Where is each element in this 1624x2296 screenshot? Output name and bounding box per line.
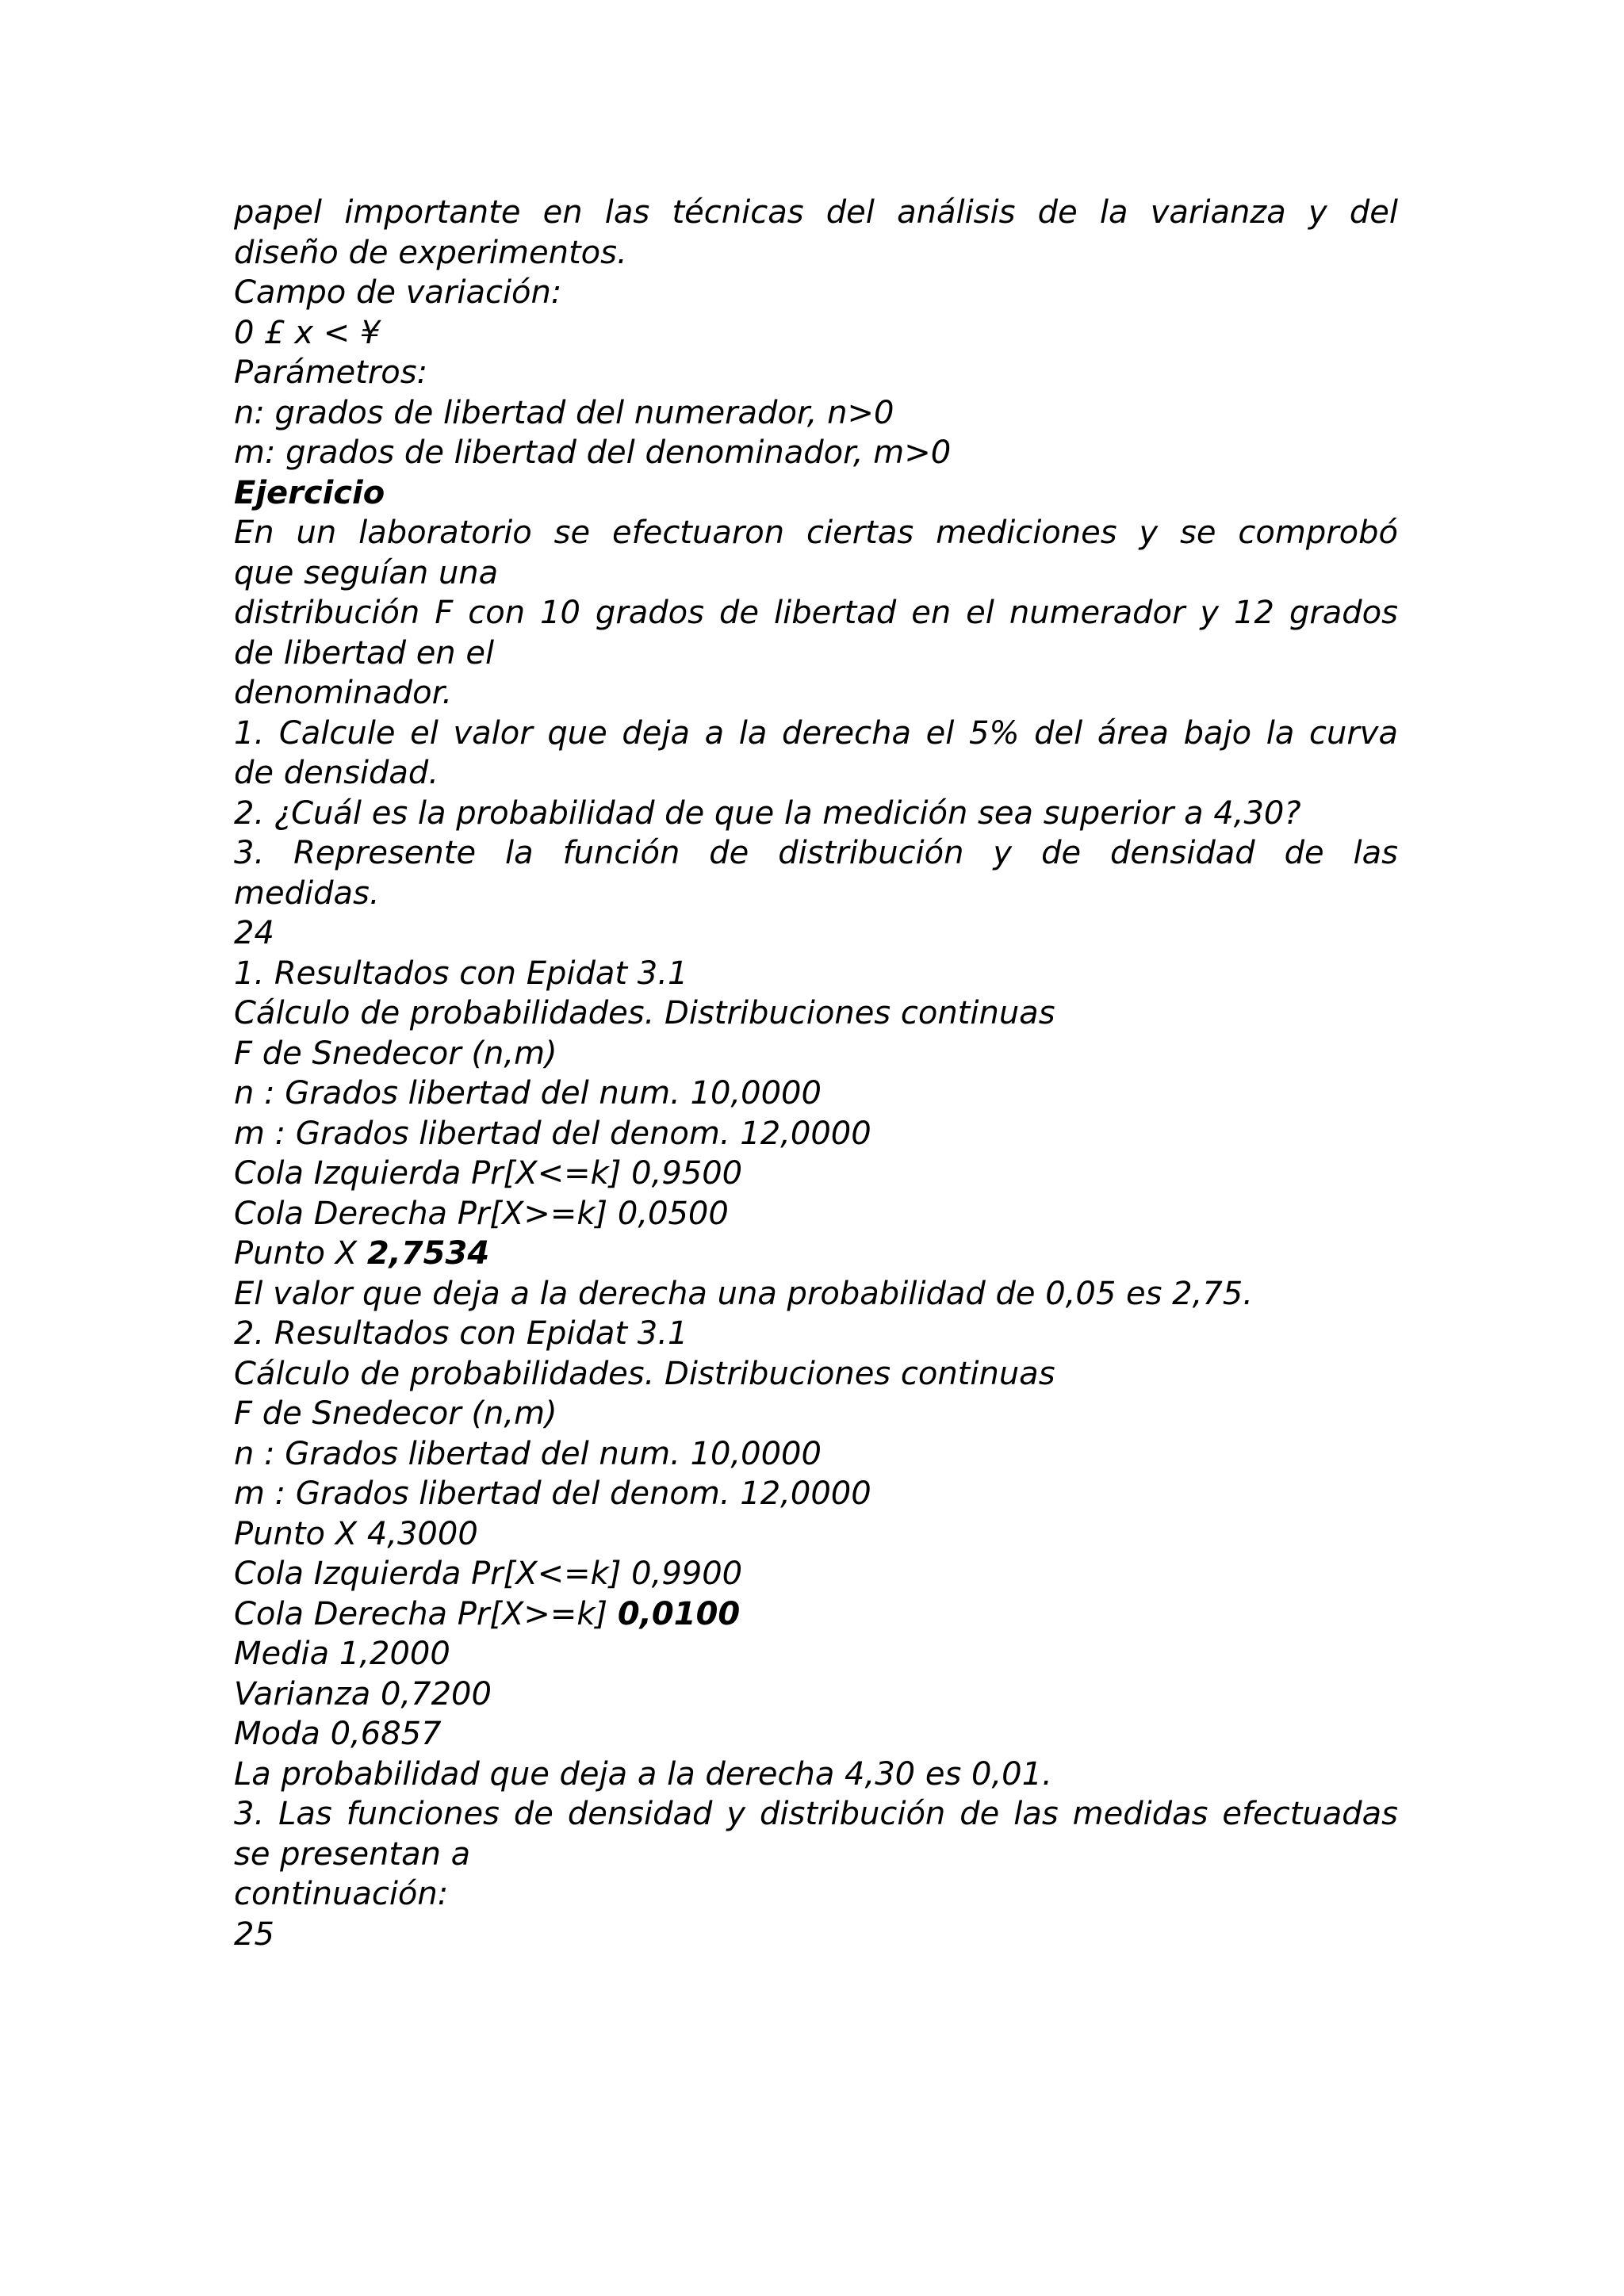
line-text: Punto X 4,3000 xyxy=(234,1515,478,1552)
text-line xyxy=(234,1114,1398,1154)
line-text: continuación: xyxy=(234,1876,449,1912)
text-line xyxy=(234,233,1398,274)
line-text: Cálculo de probabilidades. Distribuciones continuas xyxy=(234,1355,1055,1392)
text-line xyxy=(234,313,1398,354)
text-line xyxy=(234,1674,1398,1715)
line-text: Cola Izquierda Pr[X<=k] 0,9900 xyxy=(234,1556,743,1592)
text-line xyxy=(234,633,1398,674)
text-line xyxy=(234,1154,1398,1194)
line-text: denominador. xyxy=(234,675,453,711)
line-text: 1. Calcule el valor que deja a la derecha el 5% del área bajo la curva xyxy=(234,714,1398,752)
line-text: 0 £ x < ¥ xyxy=(234,314,381,351)
text-line xyxy=(234,1314,1398,1354)
line-text: 3. Las funciones de densidad y distribución de las medidas efectuadas xyxy=(234,1796,1398,1832)
line-text: n : Grados libertad del num. 10,0000 xyxy=(234,1075,822,1112)
text-line xyxy=(234,673,1398,714)
text-line xyxy=(234,1915,1398,1955)
text-line xyxy=(234,593,1398,633)
text-line xyxy=(234,753,1398,794)
line-text: n : Grados libertad del num. 10,0000 xyxy=(234,1435,822,1472)
text-line xyxy=(234,833,1398,874)
line-text: n: grados de libertad del numerador, n>0 xyxy=(234,394,894,431)
text-line xyxy=(234,913,1398,954)
line-text: Parámetros: xyxy=(234,354,428,391)
line-text: papel importante en las técnicas del análisis de la varianza y del xyxy=(234,194,1398,231)
line-text: Cola Derecha Pr[X>=k] xyxy=(234,1595,618,1632)
line-text: m : Grados libertad del denom. 12,0000 xyxy=(234,1475,871,1512)
line-text: F de Snedecor (n,m) xyxy=(234,1395,557,1432)
line-text: En un laboratorio se efectuaron ciertas mediciones y se comprobó xyxy=(234,515,1398,551)
highlighted-result-value: 0,0100 xyxy=(617,1595,741,1632)
text-line xyxy=(234,714,1398,754)
line-text: se presentan a xyxy=(234,1835,471,1873)
line-text: que seguían una xyxy=(234,554,499,591)
line-text: Moda 0,6857 xyxy=(234,1716,442,1752)
text-line xyxy=(234,553,1398,594)
line-text: m : Grados libertad del denom. 12,0000 xyxy=(234,1115,871,1152)
text-line xyxy=(234,1835,1398,1875)
text-line xyxy=(234,353,1398,393)
line-text: Media 1,2000 xyxy=(234,1636,450,1672)
line-text: de libertad en el xyxy=(234,634,495,672)
text-line xyxy=(234,1234,1398,1274)
line-text: Campo de variación: xyxy=(234,274,562,311)
text-line xyxy=(234,393,1398,434)
section-heading xyxy=(234,473,1398,514)
text-line xyxy=(234,1194,1398,1234)
text-line xyxy=(234,1073,1398,1114)
text-line xyxy=(234,954,1398,994)
text-line xyxy=(234,794,1398,834)
text-line xyxy=(234,1354,1398,1395)
line-text: El valor que deja a la derecha una probabilidad de 0,05 es 2,75. xyxy=(234,1275,1253,1312)
line-text: 24 xyxy=(234,915,274,951)
line-text: 3. Represente la función de distribución y de densidad de las xyxy=(234,835,1398,871)
text-line xyxy=(234,1874,1398,1915)
line-text: F de Snedecor (n,m) xyxy=(234,1035,557,1072)
line-text: La probabilidad que deja a la derecha 4,30 es 0,01. xyxy=(234,1755,1052,1793)
text-line xyxy=(234,1394,1398,1434)
highlighted-result-value: 2,7534 xyxy=(366,1235,490,1272)
line-text: 2. Resultados con Epidat 3.1 xyxy=(234,1315,688,1352)
line-text: Cola Izquierda Pr[X<=k] 0,9500 xyxy=(234,1155,743,1192)
text-line xyxy=(234,1554,1398,1594)
line-text: 2. ¿Cuál es la probabilidad de que la medición sea superior a 4,30? xyxy=(234,794,1301,832)
text-line xyxy=(234,1755,1398,1795)
line-text: 1. Resultados con Epidat 3.1 xyxy=(234,955,688,992)
text-line xyxy=(234,1714,1398,1755)
line-text: Varianza 0,7200 xyxy=(234,1675,492,1712)
text-line xyxy=(234,1594,1398,1635)
line-text: medidas. xyxy=(234,874,380,912)
text-line xyxy=(234,1274,1398,1314)
text-line xyxy=(234,513,1398,553)
line-text: Punto X xyxy=(234,1235,367,1272)
text-line xyxy=(234,273,1398,313)
text-column xyxy=(234,193,1398,1954)
text-line xyxy=(234,1514,1398,1555)
text-line xyxy=(234,874,1398,914)
line-text: Cola Derecha Pr[X>=k] 0,0500 xyxy=(234,1195,729,1232)
line-text: m: grados de libertad del denominador, m>0 xyxy=(234,434,952,471)
line-text: diseño de experimentos. xyxy=(234,234,627,271)
line-text: Ejercicio xyxy=(234,474,385,511)
text-line xyxy=(234,1474,1398,1514)
text-line xyxy=(234,993,1398,1034)
text-line xyxy=(234,1034,1398,1074)
text-line xyxy=(234,1634,1398,1674)
line-text: de densidad. xyxy=(234,755,439,791)
text-line xyxy=(234,1794,1398,1835)
text-line xyxy=(234,193,1398,233)
text-line xyxy=(234,433,1398,473)
line-text: Cálculo de probabilidades. Distribuciones continuas xyxy=(234,995,1055,1031)
text-line xyxy=(234,1434,1398,1475)
line-text: 25 xyxy=(234,1915,274,1953)
line-text: distribución F con 10 grados de libertad en el numerador y 12 grados xyxy=(234,595,1398,631)
